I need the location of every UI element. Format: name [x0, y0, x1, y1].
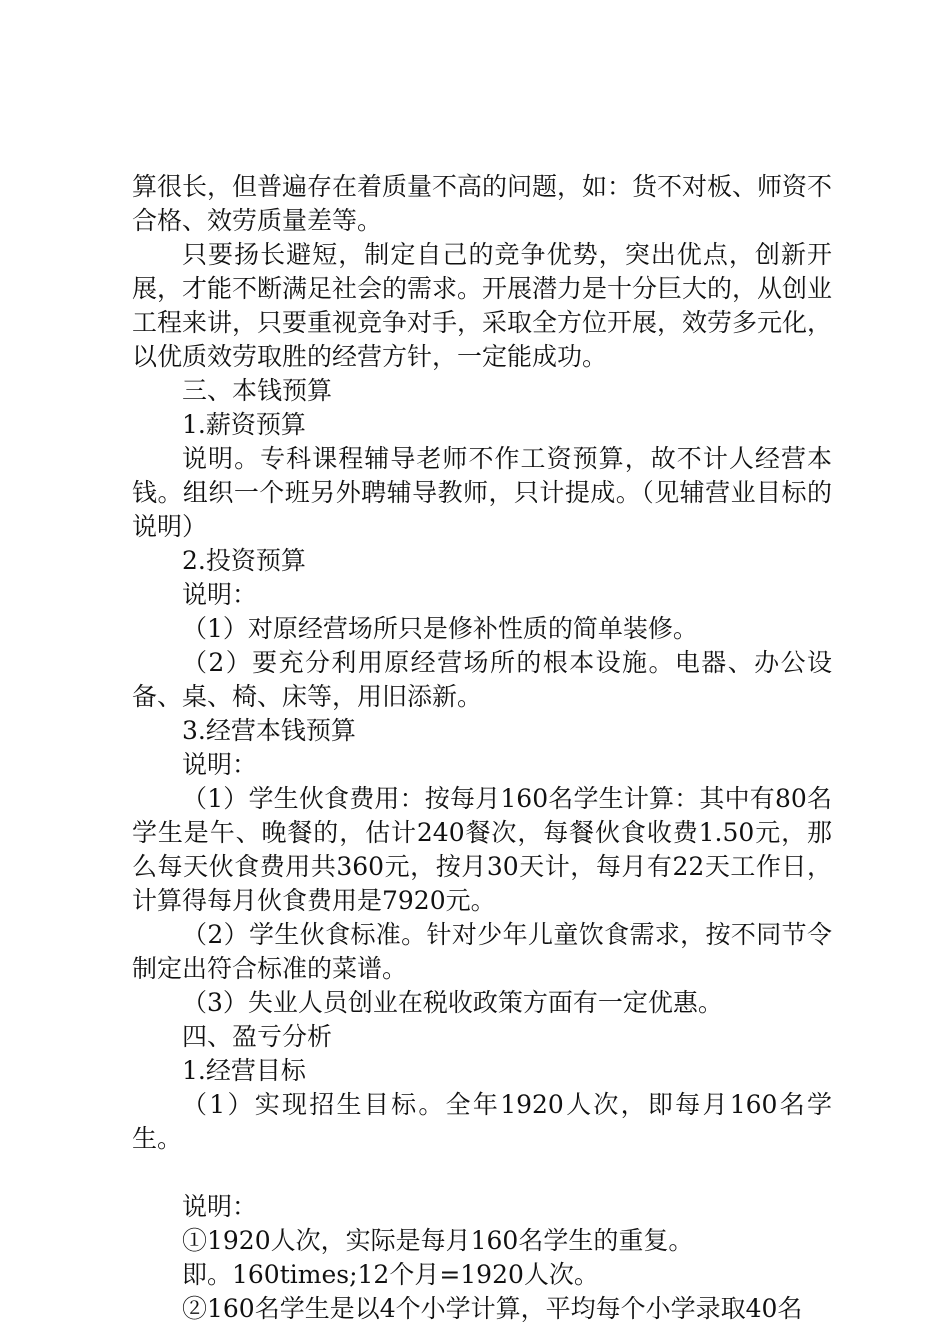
blank-line [132, 1156, 832, 1190]
paragraph: 说明： [182, 750, 258, 779]
list-item: （1）实现招生目标。全年1920人次，即每月160名学生。 [132, 1090, 832, 1153]
paragraph: 即。160times;12个月=1920人次。 [182, 1260, 599, 1289]
paragraph: 算很长，但普遍存在着质量不高的问题，如：货不对板、师资不合格、效劳质量差等。 [132, 172, 833, 235]
subsection-heading: 1.薪资预算 [182, 410, 306, 439]
list-item: ①1920人次，实际是每月160名学生的重复。 [182, 1226, 694, 1255]
subsection-heading: 2.投资预算 [182, 546, 306, 575]
paragraph: 说明。专科课程辅导老师不作工资预算，故不计人经营本钱。组织一个班另外聘辅导教师，只计提成。（见辅营业目标的说明） [132, 444, 832, 541]
list-item: （2）要充分利用原经营场所的根本设施。电器、办公设备、桌、椅、床等，用旧添新。 [132, 648, 832, 711]
paragraph: 说明： [182, 580, 258, 609]
section-heading: 三、本钱预算 [182, 376, 333, 405]
list-item: （1）学生伙食费用：按每月160名学生计算：其中有80名学生是午、晚餐的，估计240餐次，每餐伙食收费1.50元，那么每天伙食费用共360元，按月30天计，每月有22天工作日，计算得每月伙食费用是7920元。 [132, 784, 832, 915]
list-item: （2）学生伙食标准。针对少年儿童饮食需求，按不同节令制定出符合标准的菜谱。 [132, 920, 832, 983]
section-heading: 四、盈亏分析 [182, 1022, 333, 1051]
list-item: （3）失业人员创业在税收政策方面有一定优惠。 [182, 988, 723, 1017]
document-body [132, 170, 832, 1326]
subsection-heading: 1.经营目标 [182, 1056, 306, 1085]
list-item: （1）对原经营场所只是修补性质的简单装修。 [182, 614, 698, 643]
paragraph: 说明： [182, 1192, 258, 1221]
list-item: ②160名学生是以4个小学计算，平均每个小学录取40名 [182, 1294, 803, 1323]
paragraph: 只要扬长避短，制定自己的竞争优势，突出优点，创新开展，才能不断满足社会的需求。开展潜力是十分巨大的，从创业工程来讲，只要重视竞争对手，采取全方位开展，效劳多元化，以优质效劳取胜的经营方针，一定能成功。 [132, 240, 833, 371]
subsection-heading: 3.经营本钱预算 [182, 716, 356, 745]
